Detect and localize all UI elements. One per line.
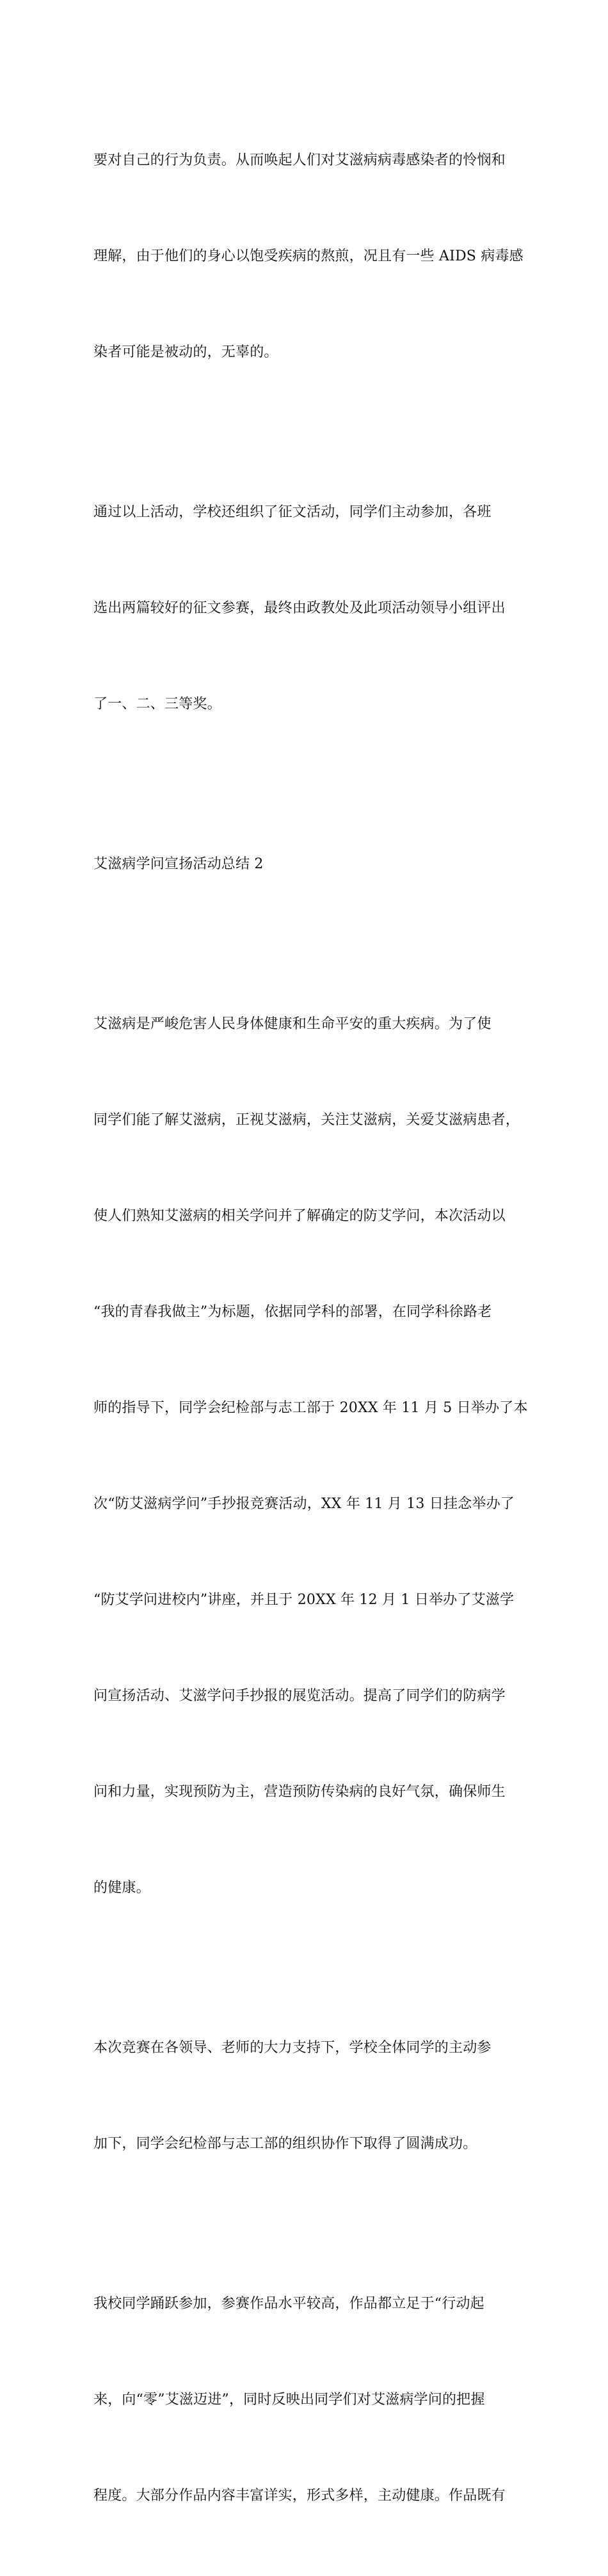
text-line: 程度。大部分作品内容丰富详实，形式多样，主动健康。作品既有 <box>93 2488 506 2504</box>
paragraph-contest-success <box>93 1968 522 2224</box>
section-heading-text: 艾滋病学问宣扬活动总结 2 <box>93 856 264 872</box>
document-body <box>93 81 528 2576</box>
paragraph-student-participation <box>93 2224 522 2576</box>
text-line: 理解，由于他们的身心以饱受疾病的熬煎，况且有一些 AIDS 病毒感 <box>93 248 524 264</box>
text-line: 来，向“零”艾滋迈进”，同时反映出同学们对艾滋病学问的把握 <box>93 2392 485 2408</box>
text-line: 我校同学踊跃参加，参赛作品水平较高，作品都立足于“行动起 <box>93 2296 484 2312</box>
text-line: “我的青春我做主”为标题，依据同学科的部署，在同学科徐路老 <box>93 1304 492 1320</box>
text-line: 同学们能了解艾滋病，正视艾滋病，关注艾滋病，关爱艾滋病患者， <box>93 1112 520 1128</box>
text-line: 了一、二、三等奖。 <box>93 696 221 712</box>
text-line: 艾滋病是严峻危害人民身体健康和生命平安的重大疾病。为了使 <box>93 1016 492 1032</box>
text-line: 师的指导下，同学会纪检部与志工部于 20XX 年 11 月 5 日举办了本 <box>93 1400 528 1416</box>
paragraph-essay-contest <box>93 433 522 784</box>
text-line: 染者可能是被动的，无辜的。 <box>93 344 278 360</box>
text-line: 使人们熟知艾滋病的相关学问并了解确定的防艾学问，本次活动以 <box>93 1208 506 1224</box>
text-line: 要对自己的行为负责。从而唤起人们对艾滋病病毒感染者的怜悯和 <box>93 152 506 168</box>
paragraph-aids-awareness-closing <box>93 81 522 433</box>
text-line: 通过以上活动，学校还组织了征文活动，同学们主动参加，各班 <box>93 504 492 520</box>
text-line: 的健康。 <box>93 1880 150 1896</box>
section-heading-summary-2 <box>93 784 522 944</box>
text-line: 加下，同学会纪检部与志工部的组织协作下取得了圆满成功。 <box>93 2136 477 2152</box>
paragraph-activity-intro <box>93 944 528 1968</box>
text-line: 问和力量，实现预防为主，营造预防传染病的良好气氛，确保师生 <box>93 1784 506 1800</box>
text-line: 本次竞赛在各领导、老师的大力支持下，学校全体同学的主动参 <box>93 2040 492 2056</box>
text-line: 问宣扬活动、艾滋学问手抄报的展览活动。提高了同学们的防病学 <box>93 1688 506 1704</box>
text-line: “防艾学问进校内”讲座，并且于 20XX 年 12 月 1 日举办了艾滋学 <box>93 1592 515 1608</box>
text-line: 选出两篇较好的征文参赛，最终由政教处及此项活动领导小组评出 <box>93 600 506 616</box>
text-line: 次“防艾滋病学问”手抄报竞赛活动，XX 年 11 月 13 日挂念举办了 <box>93 1496 515 1512</box>
